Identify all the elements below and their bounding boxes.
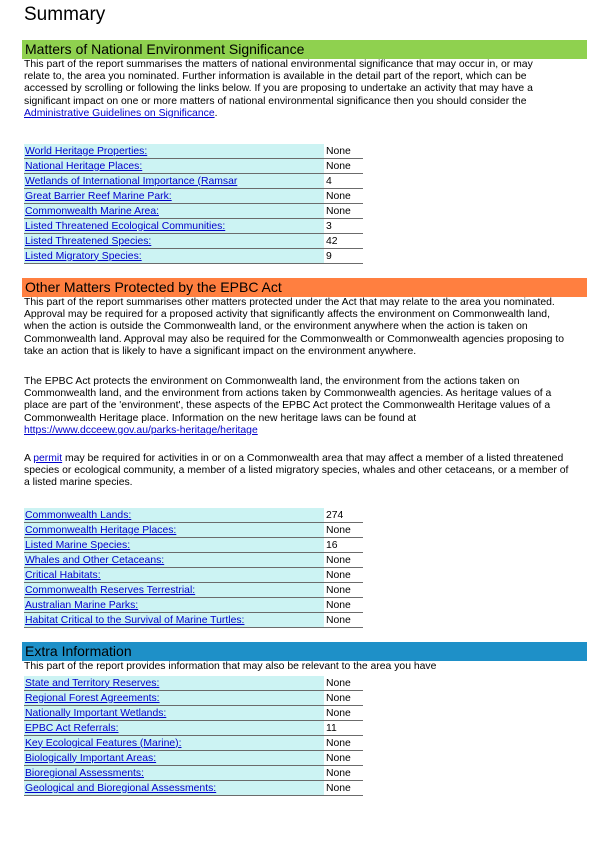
row-label-link[interactable]: Commonwealth Heritage Places: (25, 524, 177, 536)
table-row (24, 691, 363, 706)
table-row (24, 781, 363, 796)
table-row (24, 706, 363, 721)
row-label-cell (24, 781, 324, 796)
heritage-url-link[interactable]: https://www.dcceew.gov.au/parks-heritage/heritage (24, 424, 258, 436)
table-row (24, 766, 363, 781)
row-label-link[interactable]: Critical Habitats: (25, 569, 101, 581)
row-label-link[interactable]: World Heritage Properties: (25, 145, 148, 157)
table-row (24, 568, 363, 583)
row-label-link[interactable]: State and Territory Reserves: (25, 677, 160, 689)
table-row (24, 553, 363, 568)
mnes-table (24, 144, 363, 264)
row-label-link[interactable]: Commonwealth Lands: (25, 509, 132, 521)
table-row (24, 189, 363, 204)
row-value-cell: None (324, 144, 363, 159)
permit-link[interactable]: permit (33, 453, 63, 464)
extra-table (24, 676, 363, 796)
table-row (24, 174, 363, 189)
table-row (24, 721, 363, 736)
row-label-link[interactable]: Listed Migratory Species: (25, 250, 142, 262)
row-label-link[interactable]: Geological and Bioregional Assessments: (25, 782, 217, 794)
paragraph-line: significant impact on one or more matters of national environmental significance then you should consider the (24, 95, 527, 107)
row-label-cell (24, 159, 324, 174)
row-label-cell (24, 766, 324, 781)
row-value-cell: None (324, 159, 363, 174)
row-label-cell (24, 553, 324, 568)
paragraph-line: place are part of the 'environment', these aspects of the EPBC Act protect the Commonwealth Heritage values of a (24, 400, 551, 412)
row-label-link[interactable]: Listed Threatened Ecological Communities: (25, 220, 226, 232)
row-label-link[interactable]: Commonwealth Marine Area: (25, 205, 159, 217)
row-label-link[interactable]: National Heritage Places: (25, 160, 143, 172)
row-value-cell: None (324, 751, 363, 766)
row-label-cell (24, 508, 324, 523)
row-label-link[interactable]: Listed Marine Species: (25, 539, 131, 551)
epbc-heritage-paragraph (24, 376, 586, 437)
table-row (24, 508, 363, 523)
other-intro-paragraph (24, 297, 586, 358)
row-value-cell: 16 (324, 538, 363, 553)
row-value-cell: None (324, 736, 363, 751)
row-label-cell (24, 598, 324, 613)
row-value-cell: None (324, 553, 363, 568)
page-title: Summary (24, 4, 106, 25)
row-label-cell (24, 721, 324, 736)
row-label-cell (24, 523, 324, 538)
paragraph-line (24, 425, 586, 437)
row-label-cell (24, 751, 324, 766)
permit-paragraph (24, 453, 586, 490)
paragraph-line: The EPBC Act protects the environment on Commonwealth land, the environment from the actions taken on (24, 376, 520, 387)
table-row (24, 204, 363, 219)
row-value-cell: 4 (324, 174, 363, 189)
row-label-cell (24, 189, 324, 204)
paragraph-line: This part of the report summarises the matters of national environmental significance that may occur in, or may (24, 59, 533, 70)
table-row (24, 144, 363, 159)
row-label-cell (24, 204, 324, 219)
permit-prefix: A (24, 453, 34, 464)
row-label-link[interactable]: Biologically Important Areas: (25, 752, 157, 764)
section-heading-extra: Extra Information (22, 642, 587, 661)
paragraph-line: Commonwealth land, and the environment from actions taken by Commonwealth agencies. As heritage values of a (24, 388, 552, 400)
mnes-intro-paragraph (24, 59, 586, 120)
row-label-cell (24, 583, 324, 598)
paragraph-line: accessed by scrolling or following the links below. If you are proposing to undertake an activity that may have a (24, 83, 533, 95)
paragraph-line: This part of the report summarises other matters protected under the Act that may relate to the area you nominated. (24, 297, 555, 308)
row-label-link[interactable]: Commonwealth Reserves Terrestrial: (25, 584, 196, 596)
row-label-cell (24, 219, 324, 234)
extra-intro-paragraph: This part of the report provides information that may also be relevant to the area you have (24, 661, 437, 672)
table-row (24, 736, 363, 751)
row-label-link[interactable]: Bioregional Assessments: (25, 767, 144, 779)
row-value-cell: None (324, 583, 363, 598)
table-row (24, 523, 363, 538)
row-label-cell (24, 676, 324, 691)
paragraph-line: Approval may be required for a proposed activity that significantly affects the environment on Commonwealth land, (24, 309, 550, 321)
paragraph-line: a listed marine species. (24, 477, 133, 489)
section-heading-other: Other Matters Protected by the EPBC Act (22, 278, 587, 297)
row-label-cell (24, 568, 324, 583)
row-label-cell (24, 691, 324, 706)
row-label-link[interactable]: Regional Forest Agreements: (25, 692, 160, 704)
row-label-link[interactable]: Australian Marine Parks: (25, 599, 139, 611)
paragraph-line: when the action is outside the Commonwealth land, or the environment anywhere when the action is taken on (24, 321, 528, 333)
other-table (24, 508, 363, 628)
row-value-cell: None (324, 706, 363, 721)
table-row (24, 234, 363, 249)
table-row (24, 598, 363, 613)
row-value-cell: 42 (324, 234, 363, 249)
paragraph-line (24, 108, 586, 120)
row-label-cell (24, 174, 324, 189)
row-value-cell: None (324, 189, 363, 204)
link-suffix: . (214, 107, 218, 119)
row-value-cell: 9 (324, 249, 363, 264)
row-label-link[interactable]: Whales and Other Cetaceans: (25, 554, 165, 566)
row-label-cell (24, 613, 324, 628)
paragraph-line (24, 453, 586, 465)
row-value-cell: None (324, 613, 363, 628)
paragraph-line: Commonwealth land. Approval may also be required for the Commonwealth or Commonwealth agencies proposing to (24, 333, 565, 345)
row-value-cell: None (324, 598, 363, 613)
paragraph-line: Commonwealth Heritage place. Information on the new heritage laws can be found at (24, 412, 417, 424)
row-label-cell (24, 249, 324, 264)
table-row (24, 613, 363, 628)
table-row (24, 676, 363, 691)
row-value-cell: None (324, 691, 363, 706)
row-label-link[interactable]: Great Barrier Reef Marine Park: (25, 190, 172, 202)
row-label-link[interactable]: Nationally Important Wetlands: (25, 707, 167, 719)
row-value-cell: None (324, 766, 363, 781)
row-value-cell: None (324, 568, 363, 583)
table-row (24, 159, 363, 174)
row-label-cell (24, 234, 324, 249)
row-value-cell: None (324, 781, 363, 796)
table-row (24, 249, 363, 264)
guidelines-link[interactable]: Administrative Guidelines on Significance (24, 107, 215, 119)
section-heading-mnes: Matters of National Environment Significance (22, 40, 587, 59)
row-label-link[interactable]: Listed Threatened Species: (25, 235, 152, 247)
row-value-cell: None (324, 676, 363, 691)
row-value-cell: 11 (324, 721, 363, 736)
row-label-cell (24, 144, 324, 159)
row-value-cell: None (324, 523, 363, 538)
row-label-link[interactable]: Key Ecological Features (Marine): (25, 737, 182, 749)
row-value-cell: None (324, 204, 363, 219)
paragraph-line: relate to, the area you nominated. Further information is available in the detail part of the report, which can be (24, 71, 527, 83)
row-label-link[interactable]: EPBC Act Referrals: (25, 722, 119, 734)
permit-line-rest: may be required for activities in or on a Commonwealth area that may affect a member of a listed threatened (62, 453, 564, 464)
row-label-cell (24, 706, 324, 721)
table-row (24, 219, 363, 234)
row-label-link[interactable]: Habitat Critical to the Survival of Marine Turtles: (25, 614, 245, 626)
row-label-cell (24, 736, 324, 751)
row-label-link[interactable]: Wetlands of International Importance (Ramsar (25, 175, 238, 187)
paragraph-line: species or ecological community, a member of a listed migratory species, whales and other cetaceans, or a member of (24, 465, 569, 477)
table-row (24, 751, 363, 766)
table-row (24, 583, 363, 598)
row-value-cell: 3 (324, 219, 363, 234)
row-value-cell: 274 (324, 508, 363, 523)
table-row (24, 538, 363, 553)
paragraph-line: take an action that is likely to have a significant impact on the environment anywhere. (24, 345, 417, 357)
row-label-cell (24, 538, 324, 553)
